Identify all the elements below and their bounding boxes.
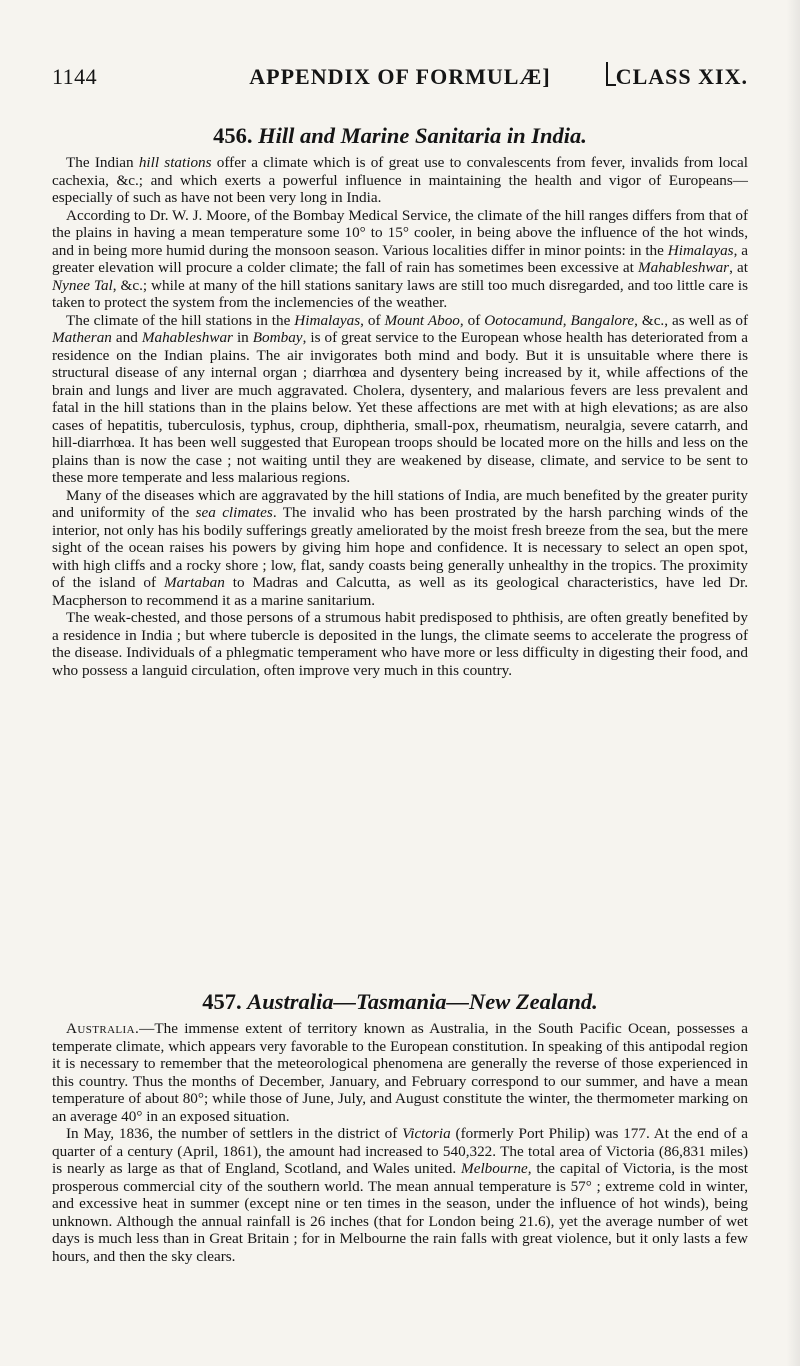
paragraph: The climate of the hill stations in the Himalayas, of Mount Aboo, of Ootocamund, Bangalore, &c., as well as of Matheran and Mahableshwar in Bombay, is of great service to the European whose health has deteriorated from a residence on the Indian plains. The air invigorates both mind and body. But it is unsuitable where there is structural disease of any internal organ ; diarrhœa and dysentery being increased by it, while affections of the brain and lungs and liver are much aggravated. Cholera, dysentery, and malarious fevers are less prevalent and fatal in the hill stations than in the plains below. Yet these affections are met with at high elevations; as are also cases of hepatitis, tuberculosis, typhus, croup, diphtheria, small-pox, rheumatism, neuralgia, severe catarrh, and hill-diarrhœa. It has been well suggested that European troops should be located more on the hills and less on the plains than is now the case ; not waiting until they are weakened by disease, climate, and service to be sent to these more temperate and less malarious regions.: [52, 311, 749, 486]
paragraph: The weak-chested, and those persons of a strumous habit predisposed to phthisis, are often greatly benefited by a residence in India ; but where tubercle is deposited in the lungs, the climate seems to accelerate the progress of the disease. Individuals of a phlegmatic temperament who have more or less difficulty in digesting their food, and who possess a languid circulation, often improve very much in this country.: [52, 609, 748, 679]
paragraph: Many of the diseases which are aggravated by the hill stations of India, are much benefited by the greater purity and uniformity of the sea climates. The invalid who has been prostrated by the harsh parching winds of the interior, not only has his bodily sufferings greatly ameliorated by the moist fresh breeze from the sea, but the mere sight of the ocean raises his powers by giving him hope and confidence. It is necessary to select an open spot, with high cliffs and a rocky shore ; low, flat, sandy coasts being generally unhealthy in the tropics. The proximity of the island of Martaban to Madras and Calcutta, as well as its geological characteristics, have led Dr. Macpherson to recommend it as a marine sanitarium.: [52, 486, 749, 609]
section-456-heading: [52, 122, 748, 150]
paragraph: In May, 1836, the number of settlers in the district of Victoria (formerly Port Philip) was 177. At the end of a quarter of a century (April, 1861), the amount had increased to 540,322. The total area of Victoria (86,831 miles) is nearly as large as that of England, Scotland, and Wales united. Melbourne, the capital of Victoria, is the most prosperous commercial city of the southern world. The mean annual temperature is 57° ; extreme cold in winter, and excessive heat in summer (except nine or ten times in the season, under the influence of hot winds), being unknown. Although the annual rainfall is 26 inches (that for London being 21.6), yet the average number of wet days is much less than in Great Britain ; for in Melbourne the rain falls with great violence, but it only lasts a few hours, and then the sky clears.: [52, 1125, 748, 1265]
class-label: CLASS XIX.: [615, 64, 748, 89]
page-header: [52, 64, 748, 92]
paragraph: The Indian hill stations offer a climate which is of great use to convalescents from fever, invalids from local cachexia, &c.; and which exerts a powerful influence in maintaining the health and vigor of Europeans—especially of such as have not been very long in India.: [52, 154, 748, 206]
section-title: Australia—Tasmania—New Zealand.: [247, 989, 598, 1014]
section-number: 456.: [213, 123, 253, 148]
paragraph: According to Dr. W. J. Moore, of the Bombay Medical Service, the climate of the hill ranges differs from that of the plains in having a mean temperature some 10° to 15° cooler, in being above the influence of the hot winds, and in being more humid during the monsoon season. Various localities differ in minor points: in the Himalayas, a greater elevation will procure a colder climate; the fall of rain has sometimes been excessive at Mahableshwar, at Nynee Tal, &c.; while at many of the hill stations sanitary laws are still too much disregarded, and too little care is taken to protect the system from the inclemencies of the weather.: [52, 206, 749, 311]
running-title: APPENDIX OF FORMULÆ]: [249, 64, 551, 89]
section-457-heading: [52, 988, 748, 1016]
page-number: 1144: [52, 64, 98, 89]
section-456: [52, 122, 748, 679]
section-number: 457.: [202, 989, 242, 1014]
page-edge-shadow: [786, 0, 800, 1366]
run-in-heading: Australia.: [66, 1020, 140, 1037]
section-457: [52, 988, 748, 1265]
paragraph: Australia.—The immense extent of territory known as Australia, in the South Pacific Ocean, possesses a temperate climate, which appears very favorable to the European constitution. In speaking of this antipodal region it is necessary to remember that the meteorological phenomena are generally the reverse of those experienced in this country. Thus the months of December, January, and February correspond to our summer, and have a mean temperature of about 80°; while those of June, July, and August constitute the winter, the thermometer marking on an average 40° in an exposed situation.: [52, 1020, 748, 1125]
section-title: Hill and Marine Sanitaria in India.: [258, 123, 587, 148]
